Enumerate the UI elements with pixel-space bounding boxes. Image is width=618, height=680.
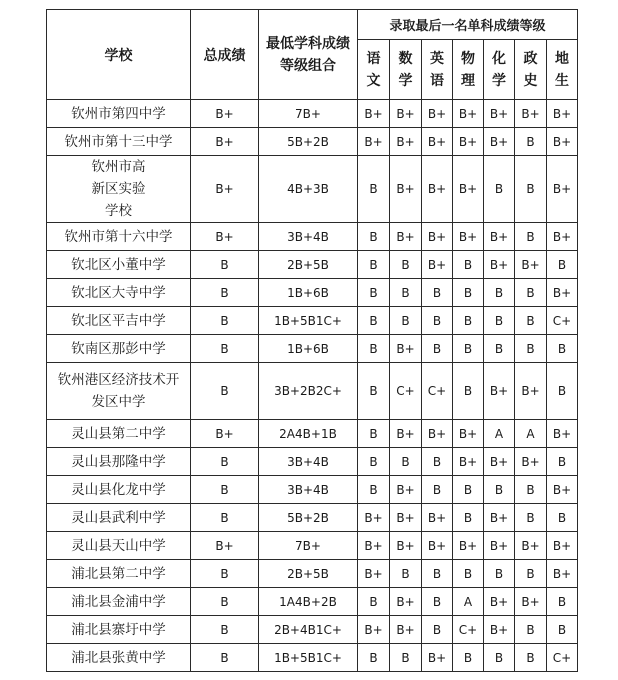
subject-grade-6: B+	[547, 279, 578, 307]
total-grade: B+	[191, 223, 259, 251]
subject-grade-4: B	[484, 156, 515, 223]
school-name: 钦州市第十六中学	[47, 223, 191, 251]
subject-grade-5: B	[515, 223, 547, 251]
subject-grade-2: B+	[422, 100, 453, 128]
subject-grade-3: B	[453, 504, 484, 532]
subject-grade-1: B+	[390, 156, 422, 223]
total-grade: B+	[191, 156, 259, 223]
table-row	[47, 156, 578, 223]
subject-grade-4: B+	[484, 100, 515, 128]
min-grade-combo: 1B+6B	[259, 335, 358, 363]
subject-grade-3: B+	[453, 448, 484, 476]
total-grade: B	[191, 588, 259, 616]
table-row	[47, 448, 578, 476]
subject-grade-3: B+	[453, 156, 484, 223]
min-grade-combo: 3B+4B	[259, 448, 358, 476]
subject-grade-4: B	[484, 476, 515, 504]
total-grade: B	[191, 251, 259, 279]
header-school: 学校	[47, 10, 191, 100]
total-grade: B	[191, 504, 259, 532]
subject-grade-2: B	[422, 279, 453, 307]
subject-grade-6: B+	[547, 223, 578, 251]
subject-grade-3: B	[453, 335, 484, 363]
school-name: 灵山县武利中学	[47, 504, 191, 532]
subject-grade-5: B	[515, 476, 547, 504]
subject-grade-0: B	[358, 335, 390, 363]
subject-grade-1: C+	[390, 363, 422, 420]
header-last-admitted: 录取最后一名单科成绩等级	[358, 10, 578, 40]
subject-grade-0: B	[358, 223, 390, 251]
subject-grade-6: B	[547, 588, 578, 616]
min-grade-combo: 2B+4B1C+	[259, 616, 358, 644]
min-grade-combo: 1B+6B	[259, 279, 358, 307]
subject-grade-2: B	[422, 476, 453, 504]
subject-grade-1: B+	[390, 420, 422, 448]
subject-grade-6: B+	[547, 532, 578, 560]
school-name: 浦北县第二中学	[47, 560, 191, 588]
min-grade-combo: 1A4B+2B	[259, 588, 358, 616]
total-grade: B	[191, 644, 259, 672]
subject-grade-5: B	[515, 335, 547, 363]
table-body	[47, 100, 578, 672]
header-subject-5: 政史	[515, 40, 547, 100]
min-grade-combo: 2B+5B	[259, 560, 358, 588]
subject-grade-0: B	[358, 448, 390, 476]
school-name: 灵山县天山中学	[47, 532, 191, 560]
admission-grade-table	[46, 9, 578, 672]
subject-grade-2: B	[422, 448, 453, 476]
subject-grade-6: B+	[547, 560, 578, 588]
subject-grade-6: B	[547, 363, 578, 420]
subject-grade-5: B	[515, 279, 547, 307]
school-name: 浦北县寨圩中学	[47, 616, 191, 644]
school-name: 钦州港区经济技术开发区中学	[47, 363, 191, 420]
subject-grade-0: B	[358, 156, 390, 223]
subject-grade-6: B+	[547, 476, 578, 504]
table-row	[47, 223, 578, 251]
subject-grade-1: B+	[390, 504, 422, 532]
subject-grade-3: B	[453, 560, 484, 588]
subject-grade-1: B+	[390, 335, 422, 363]
subject-grade-3: B+	[453, 223, 484, 251]
school-name: 灵山县那隆中学	[47, 448, 191, 476]
total-grade: B+	[191, 420, 259, 448]
subject-grade-4: B	[484, 279, 515, 307]
subject-grade-4: B	[484, 560, 515, 588]
table-row	[47, 588, 578, 616]
total-grade: B	[191, 448, 259, 476]
table-row	[47, 128, 578, 156]
subject-grade-3: A	[453, 588, 484, 616]
subject-grade-4: B+	[484, 363, 515, 420]
total-grade: B	[191, 307, 259, 335]
subject-grade-5: B+	[515, 100, 547, 128]
subject-grade-3: B	[453, 251, 484, 279]
subject-grade-2: B+	[422, 504, 453, 532]
subject-grade-4: B+	[484, 251, 515, 279]
min-grade-combo: 7B+	[259, 100, 358, 128]
table-row	[47, 644, 578, 672]
subject-grade-2: B	[422, 335, 453, 363]
subject-grade-4: B+	[484, 532, 515, 560]
subject-grade-1: B	[390, 251, 422, 279]
subject-grade-4: B+	[484, 616, 515, 644]
subject-grade-0: B+	[358, 128, 390, 156]
subject-grade-0: B+	[358, 100, 390, 128]
school-name: 钦州市第四中学	[47, 100, 191, 128]
subject-grade-1: B	[390, 307, 422, 335]
subject-grade-1: B+	[390, 476, 422, 504]
subject-grade-2: B+	[422, 420, 453, 448]
total-grade: B+	[191, 532, 259, 560]
school-name: 浦北县张黄中学	[47, 644, 191, 672]
school-name: 钦州市高新区实验学校	[47, 156, 191, 223]
subject-grade-5: B+	[515, 363, 547, 420]
subject-grade-6: C+	[547, 307, 578, 335]
subject-grade-3: B	[453, 279, 484, 307]
subject-grade-2: B	[422, 560, 453, 588]
subject-grade-4: B+	[484, 588, 515, 616]
subject-grade-6: B+	[547, 420, 578, 448]
subject-grade-5: A	[515, 420, 547, 448]
header-subject-4: 化学	[484, 40, 515, 100]
min-grade-combo: 5B+2B	[259, 504, 358, 532]
min-grade-combo: 2B+5B	[259, 251, 358, 279]
subject-grade-6: B+	[547, 128, 578, 156]
min-grade-combo: 3B+2B2C+	[259, 363, 358, 420]
total-grade: B	[191, 560, 259, 588]
subject-grade-0: B	[358, 588, 390, 616]
min-grade-combo: 1B+5B1C+	[259, 644, 358, 672]
subject-grade-2: B+	[422, 128, 453, 156]
subject-grade-2: B+	[422, 156, 453, 223]
header-subject-6: 地生	[547, 40, 578, 100]
subject-grade-0: B	[358, 279, 390, 307]
table-row	[47, 560, 578, 588]
subject-grade-0: B	[358, 476, 390, 504]
subject-grade-3: B+	[453, 128, 484, 156]
subject-grade-5: B	[515, 156, 547, 223]
min-grade-combo: 3B+4B	[259, 476, 358, 504]
subject-grade-0: B+	[358, 504, 390, 532]
subject-grade-2: B+	[422, 532, 453, 560]
subject-grade-6: B	[547, 504, 578, 532]
header-subject-3: 物理	[453, 40, 484, 100]
table-row	[47, 279, 578, 307]
subject-grade-0: B	[358, 363, 390, 420]
subject-grade-2: B	[422, 616, 453, 644]
school-name: 钦南区那彭中学	[47, 335, 191, 363]
min-grade-combo: 3B+4B	[259, 223, 358, 251]
subject-grade-3: B	[453, 644, 484, 672]
subject-grade-1: B+	[390, 128, 422, 156]
table-row	[47, 476, 578, 504]
subject-grade-5: B	[515, 560, 547, 588]
subject-grade-4: B	[484, 644, 515, 672]
subject-grade-5: B+	[515, 532, 547, 560]
subject-grade-6: B+	[547, 100, 578, 128]
subject-grade-0: B	[358, 420, 390, 448]
subject-grade-3: B	[453, 363, 484, 420]
header-min-combo: 最低学科成绩等级组合	[259, 10, 358, 100]
table-row	[47, 616, 578, 644]
subject-grade-3: B+	[453, 420, 484, 448]
school-name: 钦北区平吉中学	[47, 307, 191, 335]
subject-grade-6: B+	[547, 156, 578, 223]
min-grade-combo: 2A4B+1B	[259, 420, 358, 448]
subject-grade-5: B	[515, 307, 547, 335]
subject-grade-2: B+	[422, 251, 453, 279]
table-row	[47, 532, 578, 560]
subject-grade-6: B	[547, 251, 578, 279]
school-name: 灵山县第二中学	[47, 420, 191, 448]
subject-grade-5: B+	[515, 588, 547, 616]
table-row	[47, 251, 578, 279]
header-total-grade: 总成绩	[191, 10, 259, 100]
subject-grade-0: B+	[358, 616, 390, 644]
subject-grade-3: B	[453, 307, 484, 335]
subject-grade-1: B+	[390, 616, 422, 644]
subject-grade-2: B	[422, 307, 453, 335]
subject-grade-1: B+	[390, 223, 422, 251]
min-grade-combo: 4B+3B	[259, 156, 358, 223]
subject-grade-6: C+	[547, 644, 578, 672]
total-grade: B	[191, 279, 259, 307]
min-grade-combo: 1B+5B1C+	[259, 307, 358, 335]
table-row	[47, 504, 578, 532]
subject-grade-0: B+	[358, 560, 390, 588]
subject-grade-1: B+	[390, 100, 422, 128]
subject-grade-4: B+	[484, 504, 515, 532]
total-grade: B+	[191, 100, 259, 128]
subject-grade-1: B	[390, 448, 422, 476]
subject-grade-5: B+	[515, 251, 547, 279]
total-grade: B	[191, 616, 259, 644]
subject-grade-1: B	[390, 279, 422, 307]
header-subject-2: 英语	[422, 40, 453, 100]
school-name: 浦北县金浦中学	[47, 588, 191, 616]
subject-grade-6: B	[547, 616, 578, 644]
subject-grade-0: B	[358, 644, 390, 672]
school-name: 灵山县化龙中学	[47, 476, 191, 504]
subject-grade-2: B	[422, 588, 453, 616]
table-row	[47, 100, 578, 128]
subject-grade-3: B	[453, 476, 484, 504]
subject-grade-4: B	[484, 335, 515, 363]
min-grade-combo: 7B+	[259, 532, 358, 560]
subject-grade-1: B	[390, 560, 422, 588]
total-grade: B	[191, 335, 259, 363]
total-grade: B+	[191, 128, 259, 156]
subject-grade-2: C+	[422, 363, 453, 420]
subject-grade-1: B+	[390, 532, 422, 560]
table-row	[47, 363, 578, 420]
subject-grade-5: B	[515, 128, 547, 156]
subject-grade-6: B	[547, 448, 578, 476]
school-name: 钦北区大寺中学	[47, 279, 191, 307]
header-subject-1: 数学	[390, 40, 422, 100]
subject-grade-0: B	[358, 307, 390, 335]
total-grade: B	[191, 476, 259, 504]
subject-grade-2: B+	[422, 223, 453, 251]
table-row	[47, 307, 578, 335]
subject-grade-4: B	[484, 307, 515, 335]
subject-grade-1: B+	[390, 588, 422, 616]
subject-grade-2: B+	[422, 644, 453, 672]
subject-grade-4: B+	[484, 448, 515, 476]
table-row	[47, 335, 578, 363]
total-grade: B	[191, 363, 259, 420]
subject-grade-0: B+	[358, 532, 390, 560]
school-name: 钦北区小董中学	[47, 251, 191, 279]
subject-grade-4: B+	[484, 128, 515, 156]
header-subject-0: 语文	[358, 40, 390, 100]
min-grade-combo: 5B+2B	[259, 128, 358, 156]
subject-grade-5: B	[515, 644, 547, 672]
subject-grade-1: B	[390, 644, 422, 672]
subject-grade-3: B+	[453, 100, 484, 128]
subject-grade-5: B+	[515, 448, 547, 476]
table-row	[47, 420, 578, 448]
subject-grade-5: B	[515, 504, 547, 532]
school-name: 钦州市第十三中学	[47, 128, 191, 156]
subject-grade-6: B	[547, 335, 578, 363]
subject-grade-3: C+	[453, 616, 484, 644]
subject-grade-4: B+	[484, 223, 515, 251]
subject-grade-3: B+	[453, 532, 484, 560]
subject-grade-4: A	[484, 420, 515, 448]
subject-grade-5: B	[515, 616, 547, 644]
subject-grade-0: B	[358, 251, 390, 279]
